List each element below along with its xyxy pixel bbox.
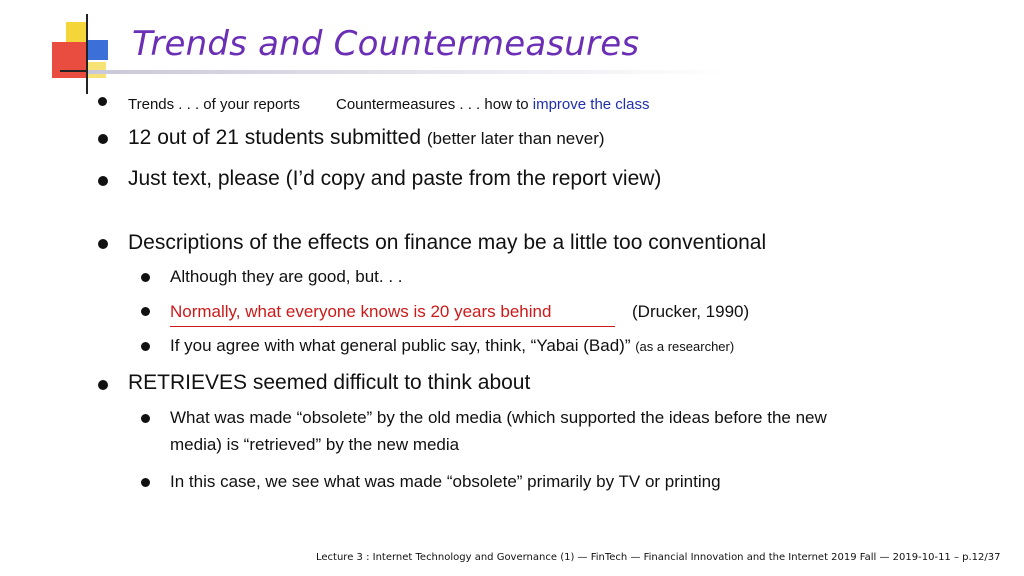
item-text: Just text, please (I’d copy and paste from the report view) xyxy=(128,167,662,190)
list-item xyxy=(128,126,605,150)
item-text: media) is “retrieved” by the new media xyxy=(170,435,460,454)
slide-title: Trends and Countermeasures xyxy=(132,24,640,64)
trends-label xyxy=(128,96,300,113)
bullet-icon xyxy=(98,176,108,186)
bullet-icon xyxy=(98,380,108,390)
bullet-icon xyxy=(98,134,108,144)
sub-bullet-icon xyxy=(141,478,150,487)
list-item xyxy=(128,231,766,255)
title-underline xyxy=(88,70,724,74)
countermeasures-label xyxy=(336,96,649,113)
list-item xyxy=(128,167,661,191)
sub-list-item-continued xyxy=(170,435,459,455)
item-note: (as a researcher) xyxy=(635,339,735,354)
citation-text: (Drucker, 1990) xyxy=(632,302,750,321)
sub-list-item xyxy=(170,336,734,356)
slide-footer: Lecture 3 : Internet Technology and Governance (1) — FinTech — Financial Innovation and the Internet 2019 Fall — 2019-10-11 – p.12/37 xyxy=(316,552,1001,563)
sub-bullet-icon xyxy=(141,414,150,423)
improve-class-link[interactable]: improve the class xyxy=(532,96,650,113)
bullet-icon xyxy=(98,239,108,249)
item-text: 12 out of 21 students submitted xyxy=(128,126,427,149)
item-text: In this case, we see what was made “obsolete” primarily by TV or printing xyxy=(170,472,721,491)
sub-bullet-icon xyxy=(141,342,150,351)
sub-list-item xyxy=(170,267,403,287)
sub-list-item xyxy=(170,472,721,492)
bullet-icon xyxy=(98,97,107,106)
sub-list-item xyxy=(170,408,827,428)
countermeasures-text: Countermeasures . . . how to xyxy=(336,96,533,113)
item-text: RETRIEVES seemed difficult to think about xyxy=(128,371,531,394)
sub-list-item xyxy=(170,302,551,322)
highlight-underline xyxy=(170,326,615,327)
item-text: What was made “obsolete” by the old media (which supported the ideas before the new xyxy=(170,408,827,427)
sub-bullet-icon xyxy=(141,307,150,316)
highlight-text: Normally, what everyone knows is 20 years behind xyxy=(170,302,552,321)
item-text: If you agree with what general public say, think, “Yabai (Bad)” xyxy=(170,336,636,355)
item-text: Although they are good, but. . . xyxy=(170,267,403,286)
trends-text: Trends . . . of your reports xyxy=(128,96,301,113)
sub-bullet-icon xyxy=(141,273,150,282)
citation xyxy=(632,302,749,322)
slide-logo-icon xyxy=(0,0,130,100)
item-note: (better later than never) xyxy=(426,129,605,148)
item-text: Descriptions of the effects on finance may be a little too conventional xyxy=(128,231,767,254)
list-item xyxy=(128,371,530,395)
